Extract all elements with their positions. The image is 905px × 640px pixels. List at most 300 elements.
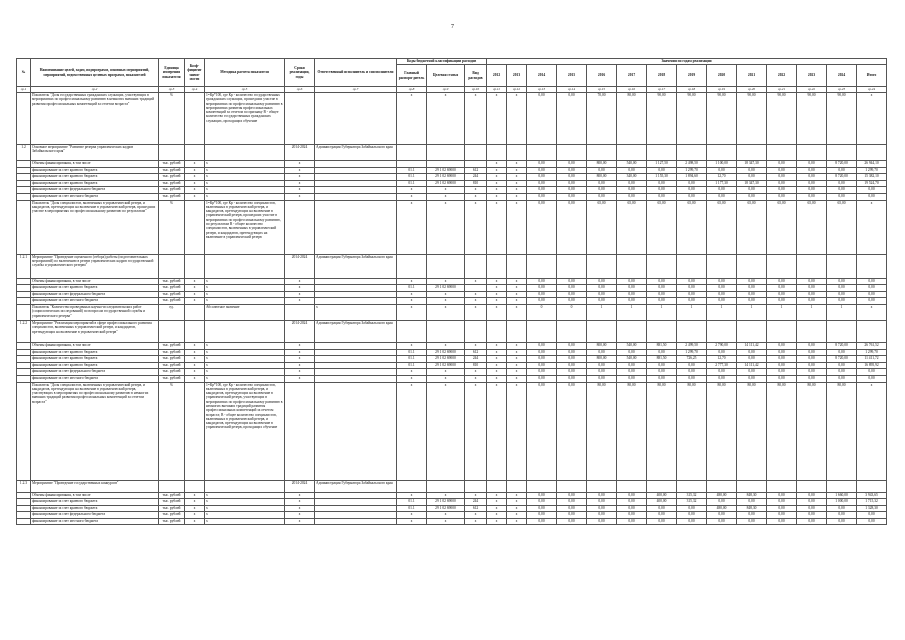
table-cell: 0,00 <box>557 499 587 506</box>
table-cell: 0,00 <box>767 492 797 499</box>
column-number: гр.5 <box>205 87 285 93</box>
table-cell <box>315 193 397 200</box>
table-cell: х <box>397 369 427 376</box>
table-cell: Объемы финансирования, в том числе <box>31 161 159 168</box>
table-cell: х <box>487 492 507 499</box>
table-cell: 0,00 <box>527 362 557 369</box>
table-cell: 0,00 <box>557 174 587 181</box>
table-cell: 0,00 <box>797 278 827 285</box>
table-cell: 14 111,42 <box>737 362 767 369</box>
table-cell: 0,00 <box>527 505 557 512</box>
header-code: Главный распоря-дитель <box>397 65 427 87</box>
table-cell <box>315 167 397 174</box>
table-cell: 0,00 <box>707 375 737 382</box>
table-cell: 65,00 <box>827 200 857 254</box>
column-number: гр.4 <box>185 87 205 93</box>
table-cell: 0,00 <box>767 187 797 194</box>
table-cell: 80,00 <box>827 382 857 480</box>
table-cell: 0,00 <box>677 291 707 298</box>
table-cell: 0,00 <box>587 362 617 369</box>
table-cell: 1 894,60 <box>677 174 707 181</box>
table-cell: 0 <box>527 304 557 320</box>
table-cell <box>427 161 465 168</box>
table-cell <box>185 480 205 492</box>
table-cell: тыс. рублей <box>159 174 185 181</box>
table-cell: х <box>507 193 527 200</box>
table-cell <box>205 320 285 342</box>
table-cell: 0,00 <box>527 382 557 480</box>
table-cell: х <box>487 174 507 181</box>
table-cell: 0,00 <box>587 291 617 298</box>
table-cell <box>17 161 31 168</box>
table-cell: 0,00 <box>527 180 557 187</box>
table-cell: 0,00 <box>587 518 617 525</box>
table-cell <box>185 200 205 254</box>
table-cell: х <box>205 193 285 200</box>
table-cell <box>557 320 587 342</box>
table-cell: х <box>427 342 465 349</box>
table-cell <box>315 499 397 506</box>
table-cell: % <box>159 200 185 254</box>
table-cell: 0,00 <box>527 93 557 145</box>
table-cell: х <box>427 512 465 519</box>
table-cell: 0 <box>557 304 587 320</box>
table-cell <box>587 145 617 161</box>
table-cell: 15 382,10 <box>857 174 887 181</box>
table-cell: 12,70 <box>707 356 737 363</box>
table-cell: 0,00 <box>617 512 647 519</box>
table-cell: 65,00 <box>707 200 737 254</box>
table-cell: 0,00 <box>737 278 767 285</box>
table-row-financing <box>17 167 887 174</box>
table-cell: 400,00 <box>647 492 677 499</box>
table-cell: х <box>465 375 487 382</box>
table-cell: 0,00 <box>647 518 677 525</box>
table-cell: 0,00 <box>767 161 797 168</box>
column-number: гр.21 <box>767 87 797 93</box>
table-cell: 80,00 <box>617 93 647 145</box>
table-cell: х <box>465 518 487 525</box>
table-cell: 0,00 <box>767 342 797 349</box>
header-year: 2019 <box>677 65 707 87</box>
table-cell: 2 499,50 <box>677 342 707 349</box>
table-cell: х <box>507 304 527 320</box>
table-cell: 1 100,00 <box>707 161 737 168</box>
table-cell: х <box>285 362 315 369</box>
table-cell: х <box>465 369 487 376</box>
table-cell: 800,00 <box>587 174 617 181</box>
table-cell: 0,00 <box>557 167 587 174</box>
table-cell: финансирование за счет краевого бюджета <box>31 174 159 181</box>
table-cell: 0,00 <box>527 161 557 168</box>
table-cell: 90,00 <box>707 93 737 145</box>
table-cell: 0,00 <box>797 505 827 512</box>
table-cell: 0,00 <box>557 187 587 194</box>
column-number: гр.1 <box>17 87 31 93</box>
table-cell <box>285 93 315 145</box>
table-cell: х <box>285 298 315 305</box>
table-cell: 881,50 <box>647 356 677 363</box>
table-cell: х <box>185 492 205 499</box>
table-cell <box>677 320 707 342</box>
table-cell: финансирование за счет краевого бюджета <box>31 285 159 292</box>
table-cell: финансирование за счет федерального бюджета <box>31 291 159 298</box>
table-cell: тыс. рублей <box>159 291 185 298</box>
table-cell: 0,00 <box>647 505 677 512</box>
table-cell: 0,00 <box>857 193 887 200</box>
header-term: Сроки реализации, годы <box>285 59 315 87</box>
column-number: гр.16 <box>617 87 647 93</box>
table-cell <box>767 254 797 278</box>
table-cell <box>17 349 31 356</box>
table-cell <box>767 480 797 492</box>
table-cell: 1 <box>797 304 827 320</box>
table-cell <box>17 291 31 298</box>
table-cell: х <box>465 278 487 285</box>
table-cell: 0,00 <box>557 369 587 376</box>
table-cell: 0,00 <box>617 285 647 292</box>
table-cell <box>465 254 487 278</box>
table-cell: х <box>397 298 427 305</box>
table-cell: 0,00 <box>587 369 617 376</box>
table-cell <box>465 161 487 168</box>
table-cell: х <box>487 362 507 369</box>
table-cell: 0,00 <box>587 512 617 519</box>
table-cell: финансирование за счет краевого бюджета <box>31 499 159 506</box>
table-cell: тыс. рублей <box>159 499 185 506</box>
table-cell: 65,00 <box>647 200 677 254</box>
table-cell: 0,00 <box>527 291 557 298</box>
table-cell <box>315 93 397 145</box>
table-row-item <box>17 200 887 254</box>
table-cell: 90,00 <box>767 93 797 145</box>
table-cell: х <box>285 349 315 356</box>
table-cell: х <box>857 382 887 480</box>
table-cell <box>737 254 767 278</box>
table-cell <box>797 320 827 342</box>
table-cell: 0,00 <box>677 285 707 292</box>
table-cell: 8 720,00 <box>827 342 857 349</box>
header-year: 2017 <box>617 65 647 87</box>
table-cell <box>17 356 31 363</box>
table-cell: 01.1 <box>397 499 427 506</box>
table-cell: финансирование за счет местного бюджета <box>31 518 159 525</box>
table-cell <box>17 375 31 382</box>
table-cell: 0,00 <box>527 187 557 194</box>
table-cell: 612 <box>465 349 487 356</box>
table-cell: 244 <box>465 174 487 181</box>
table-cell: х <box>465 291 487 298</box>
table-cell: х <box>397 93 427 145</box>
table-cell: Администрация Губернатора Забайкальского края <box>315 480 397 492</box>
table-cell: 0,00 <box>527 349 557 356</box>
table-cell <box>487 145 507 161</box>
header-resp: Ответственный исполнитель и соисполнители <box>315 59 397 87</box>
table-cell: 01.1 <box>397 349 427 356</box>
table-cell: 0,00 <box>557 298 587 305</box>
table-cell <box>397 480 427 492</box>
table-cell: тыс. рублей <box>159 362 185 369</box>
table-cell <box>17 362 31 369</box>
table-cell <box>315 382 397 480</box>
table-cell: х <box>507 349 527 356</box>
table-cell: 0,00 <box>617 505 647 512</box>
table-cell: х <box>507 291 527 298</box>
table-cell: х <box>205 291 285 298</box>
table-cell: 0,00 <box>557 356 587 363</box>
table-cell: тыс. рублей <box>159 375 185 382</box>
table-cell: 0,00 <box>557 518 587 525</box>
table-cell <box>185 304 205 320</box>
table-cell <box>17 512 31 519</box>
table-cell <box>557 145 587 161</box>
table-cell <box>507 145 527 161</box>
column-number: гр.8 <box>397 87 427 93</box>
table-cell: 0,00 <box>647 167 677 174</box>
table-cell: х <box>205 492 285 499</box>
table-cell <box>315 512 397 519</box>
table-cell: 0,00 <box>617 278 647 285</box>
table-cell: х <box>185 161 205 168</box>
table-cell: х <box>205 499 285 506</box>
table-cell: 29 1 02 69000 <box>427 356 465 363</box>
table-cell: х <box>397 193 427 200</box>
table-cell: 0,00 <box>527 278 557 285</box>
table-cell: 0,00 <box>647 193 677 200</box>
table-cell: % <box>159 93 185 145</box>
table-cell: х <box>487 187 507 194</box>
table-cell: 1 <box>707 304 737 320</box>
table-cell: Показатель "Количество проведенных научно-исследовательских работ (социологических исследований) по вопросам государственной службы и управленческого резерва" <box>31 304 159 320</box>
table-cell: 726,25 <box>677 356 707 363</box>
table-cell: 0,00 <box>557 93 587 145</box>
table-cell: 0,00 <box>857 298 887 305</box>
table-cell <box>677 480 707 492</box>
table-cell: 65,00 <box>617 200 647 254</box>
table-cell: х <box>427 200 465 254</box>
table-cell: 01.1 <box>397 167 427 174</box>
table-cell: 0,00 <box>737 349 767 356</box>
table-cell: тыс. рублей <box>159 512 185 519</box>
table-cell: х <box>487 285 507 292</box>
table-cell: 18 347,30 <box>737 180 767 187</box>
table-cell: Основное мероприятие "Развитие резерва управленческих кадров Забайкальского края" <box>31 145 159 161</box>
table-cell <box>159 254 185 278</box>
table-cell <box>827 145 857 161</box>
table-cell: Объемы финансирования, в том числе <box>31 342 159 349</box>
table-cell: 0,00 <box>617 499 647 506</box>
table-cell: х <box>285 492 315 499</box>
header-year: 2016 <box>587 65 617 87</box>
table-cell: 0,00 <box>527 499 557 506</box>
table-cell <box>285 200 315 254</box>
table-cell <box>159 480 185 492</box>
table-cell <box>797 480 827 492</box>
column-number: гр.22 <box>797 87 827 93</box>
column-number: гр.13 <box>527 87 557 93</box>
table-cell: 0,00 <box>527 193 557 200</box>
table-row-item <box>17 304 887 320</box>
table-cell: 0,00 <box>677 278 707 285</box>
table-cell: 2 498,50 <box>677 161 707 168</box>
table-cell: 0,00 <box>797 369 827 376</box>
table-cell: х <box>285 518 315 525</box>
table-cell: 0,00 <box>797 291 827 298</box>
table-cell <box>159 145 185 161</box>
table-cell <box>737 145 767 161</box>
table-cell: 0,00 <box>677 518 707 525</box>
table-cell: 65,00 <box>677 200 707 254</box>
table-cell: 340,00 <box>617 174 647 181</box>
table-cell <box>427 145 465 161</box>
table-row-financing <box>17 180 887 187</box>
table-cell: 0,00 <box>827 193 857 200</box>
table-cell: 90,00 <box>647 93 677 145</box>
column-number: гр.3 <box>159 87 185 93</box>
table-cell <box>857 480 887 492</box>
table-cell: 0,00 <box>677 369 707 376</box>
table-cell: 0,00 <box>857 375 887 382</box>
table-cell: х <box>185 375 205 382</box>
table-cell: 1=Кр*100, где Кр - количество государственных гражданских служащих, прошедших участие в мероприятиях по профессиональному развитию в мероприятиях развития профессиональных компетенций за отчетом по признаку В - общее количество государственных гражданских служащих, проходящих обучение <box>205 93 285 145</box>
table-cell: 0,00 <box>767 278 797 285</box>
table-cell: 0,00 <box>617 187 647 194</box>
table-cell <box>707 145 737 161</box>
table-cell: х <box>507 499 527 506</box>
table-cell: 0,00 <box>707 278 737 285</box>
table-cell: 0,00 <box>557 505 587 512</box>
table-cell: Мероприятие "Проведение оценочного (отбора) работы (подготовительных мероприятий) по включению в резерв управленческих кадров государственной службы и управленческого резерва" <box>31 254 159 278</box>
table-cell <box>487 480 507 492</box>
header-method: Методика расчета показателя <box>205 59 285 87</box>
table-cell <box>677 254 707 278</box>
table-cell: х <box>507 298 527 305</box>
table-row-item <box>17 254 887 278</box>
table-cell: х <box>185 167 205 174</box>
table-cell: Показатель "Доля специалистов, включенных в управленческий резерв, и кандидатов, претендующих на включение в управленческий резерв, прошедших участие в мероприятиях по профессиональному развитию по результатам" <box>31 200 159 254</box>
table-cell: 540,00 <box>617 161 647 168</box>
table-cell: 0,00 <box>647 187 677 194</box>
table-cell: 0,00 <box>587 349 617 356</box>
table-cell: х <box>487 304 507 320</box>
table-cell <box>17 505 31 512</box>
table-cell: финансирование за счет краевого бюджета <box>31 362 159 369</box>
table-cell: 0,00 <box>617 375 647 382</box>
table-row-financing <box>17 285 887 292</box>
table-cell: 0,00 <box>797 298 827 305</box>
table-cell <box>17 298 31 305</box>
table-cell: х <box>285 291 315 298</box>
table-cell: тыс. рублей <box>159 356 185 363</box>
table-cell: 0,00 <box>617 193 647 200</box>
table-cell: 800,00 <box>587 161 617 168</box>
table-cell: 1 177,30 <box>707 180 737 187</box>
table-cell: х <box>465 512 487 519</box>
table-cell: х <box>185 285 205 292</box>
table-cell: 90,00 <box>827 93 857 145</box>
table-cell: 0,00 <box>857 285 887 292</box>
table-cell: 0,00 <box>737 356 767 363</box>
table-cell <box>465 320 487 342</box>
table-cell: 0,00 <box>527 356 557 363</box>
table-cell: 1=Кр*100, где Кр - количество специалистов, включенных в управленческий резерв, и кандидатов, претендующих на включение в управленческий резерв, участвующих в мероприятиях по профессиональному развитию в немногих внешних традиций развития профессиональных компетенций за отчетом возраста; В - общее количество специалистов, включенных в управленческий резерв, и кандидатов, претендующих на включение в управленческий резерв, проходящих обучение <box>205 382 285 480</box>
table-cell: х <box>507 356 527 363</box>
table-cell: Мероприятие "Реализация мероприятий в сфере профессионального развития специалистов, включенных в управленческий резерв, и кандидатов, претендующих на включение в управленческий резерв" <box>31 320 159 342</box>
table-cell <box>17 93 31 145</box>
table-row-financing <box>17 161 887 168</box>
table-cell: 0,00 <box>737 187 767 194</box>
table-cell: 0,00 <box>617 349 647 356</box>
table-cell: х <box>285 356 315 363</box>
table-cell: 01.1 <box>397 505 427 512</box>
table-cell <box>17 492 31 499</box>
table-cell: 0,00 <box>677 187 707 194</box>
table-cell: х <box>205 356 285 363</box>
table-cell: 0,00 <box>797 518 827 525</box>
table-cell: 400,00 <box>647 499 677 506</box>
table-cell: х <box>397 278 427 285</box>
column-number: гр.11 <box>487 87 507 93</box>
table-cell: х <box>487 375 507 382</box>
table-cell <box>647 480 677 492</box>
table-cell: 70,00 <box>587 93 617 145</box>
table-cell <box>185 145 205 161</box>
table-cell <box>315 505 397 512</box>
table-cell: тыс. рублей <box>159 278 185 285</box>
table-cell: 1.2 <box>17 145 31 161</box>
table-cell: 0,00 <box>527 298 557 305</box>
table-cell <box>315 298 397 305</box>
table-cell: х <box>507 492 527 499</box>
table-cell <box>205 480 285 492</box>
table-cell: 0,00 <box>827 278 857 285</box>
table-cell <box>205 254 285 278</box>
table-cell: 0,00 <box>557 492 587 499</box>
table-cell: х <box>205 187 285 194</box>
table-cell: х <box>285 161 315 168</box>
table-cell <box>527 254 557 278</box>
table-cell: х <box>507 382 527 480</box>
table-cell <box>17 187 31 194</box>
table-cell: 1 299,70 <box>857 167 887 174</box>
table-cell <box>707 320 737 342</box>
table-cell: х <box>507 342 527 349</box>
table-cell: 2 777,30 <box>707 362 737 369</box>
table-cell: 0,00 <box>797 342 827 349</box>
table-cell: 0,00 <box>587 180 617 187</box>
table-cell: 0,00 <box>767 298 797 305</box>
table-cell: 65,00 <box>767 200 797 254</box>
table-cell: 0,00 <box>827 349 857 356</box>
table-cell: 80,00 <box>797 382 827 480</box>
table-cell: 0,00 <box>707 187 737 194</box>
table-cell: х <box>185 342 205 349</box>
table-cell: 0,00 <box>737 298 767 305</box>
table-cell: 1 <box>587 304 617 320</box>
table-cell: 0,00 <box>677 180 707 187</box>
table-cell: 0,00 <box>647 362 677 369</box>
table-cell: 0,00 <box>617 369 647 376</box>
table-cell: 29 1 02 69000 <box>427 349 465 356</box>
table-cell: 0,00 <box>557 349 587 356</box>
table-cell <box>17 180 31 187</box>
table-cell <box>737 320 767 342</box>
table-cell: х <box>857 304 887 320</box>
table-cell: х <box>507 285 527 292</box>
column-number: гр.6 <box>285 87 315 93</box>
table-cell: х <box>427 193 465 200</box>
table-cell: Администрация Губернатора Забайкальского края <box>315 254 397 278</box>
